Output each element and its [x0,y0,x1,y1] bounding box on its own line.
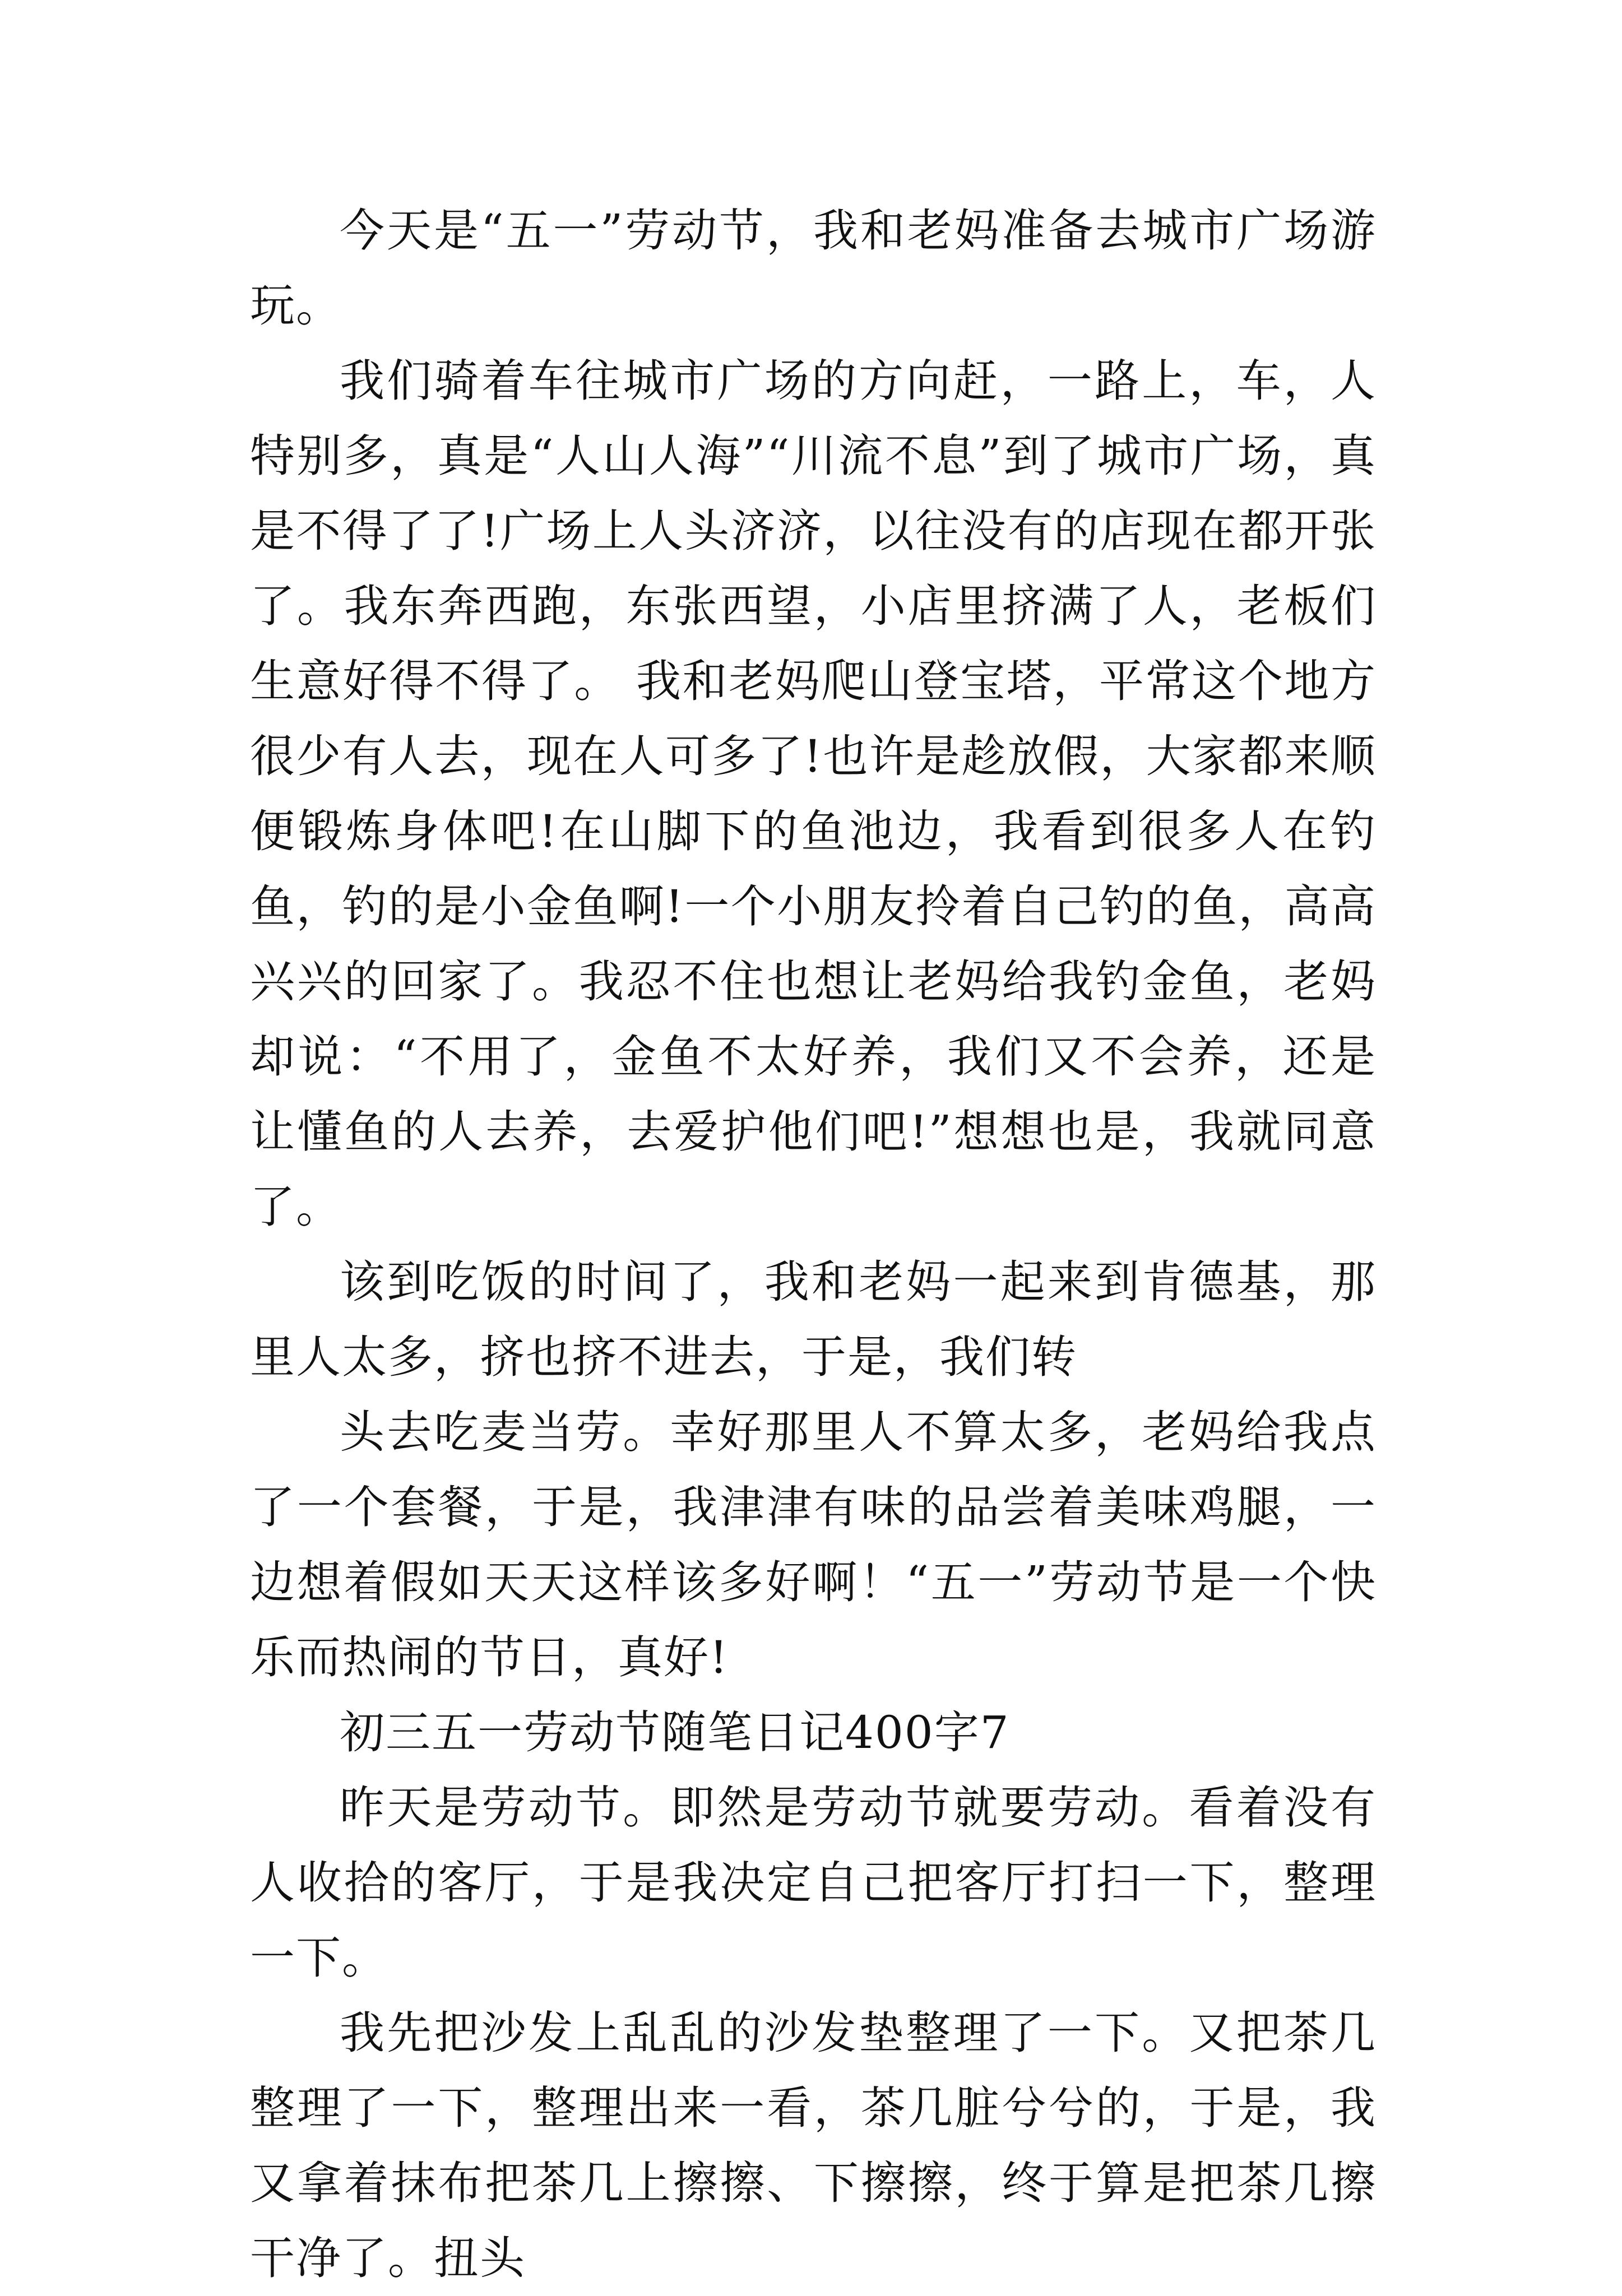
section-heading: 初三五一劳动节随笔日记400字7 [340,1706,1010,1759]
paragraph-4: 头去吃麦当劳。幸好那里人不算太多，老妈给我点了一个套餐，于是，我津津有味的品尝着美味鸡腿，一边想着假如天天这样该多好啊！“五一”劳动节是一个快乐而热闹的节日，真好! [250,1406,1377,1683]
paragraph-3: 该到吃饭的时间了，我和老妈一起来到肯德基，那里人太多，挤也挤不进去，于是，我们转 [250,1256,1377,1383]
paragraph-2: 我们骑着车往城市广场的方向赶，一路上，车，人特别多，真是“人山人海”“川流不息”到了城市广场，真是不得了了!广场上人头济济，以往没有的店现在都开张了。我东奔西跑，东张西望，小店里挤满了人，老板们生意好得不得了。 我和老妈爬山登宝塔，平常这个地方很少有人去，现在人可多了!也许是趁放假，大家都来顺便锻炼身体吧!在山脚下的鱼池边，我看到很多人在钓鱼，钓的是小金鱼啊!一个小朋友拎着自己钓的鱼，高高兴兴的回家了。我忍不住也想让老妈给我钓金鱼，老妈却说：“不用了，金鱼不太好养，我们又不会养，还是让懂鱼的人去养，去爱护他们吧!”想想也是，我就同意了。 [250,355,1377,1233]
paragraph-1: 今天是“五一”劳动节，我和老妈准备去城市广场游玩。 [250,205,1377,332]
paragraph-5: 昨天是劳动节。即然是劳动节就要劳动。看着没有人收拾的客厅，于是我决定自己把客厅打扫一下，整理一下。 [250,1782,1377,1984]
document-body [250,193,1377,2296]
paragraph-6: 我先把沙发上乱乱的沙发垫整理了一下。又把茶几整理了一下，整理出来一看，茶几脏兮兮的，于是，我又拿着抹布把茶几上擦擦、下擦擦，终于算是把茶几擦干净了。扭头 [250,2007,1377,2284]
